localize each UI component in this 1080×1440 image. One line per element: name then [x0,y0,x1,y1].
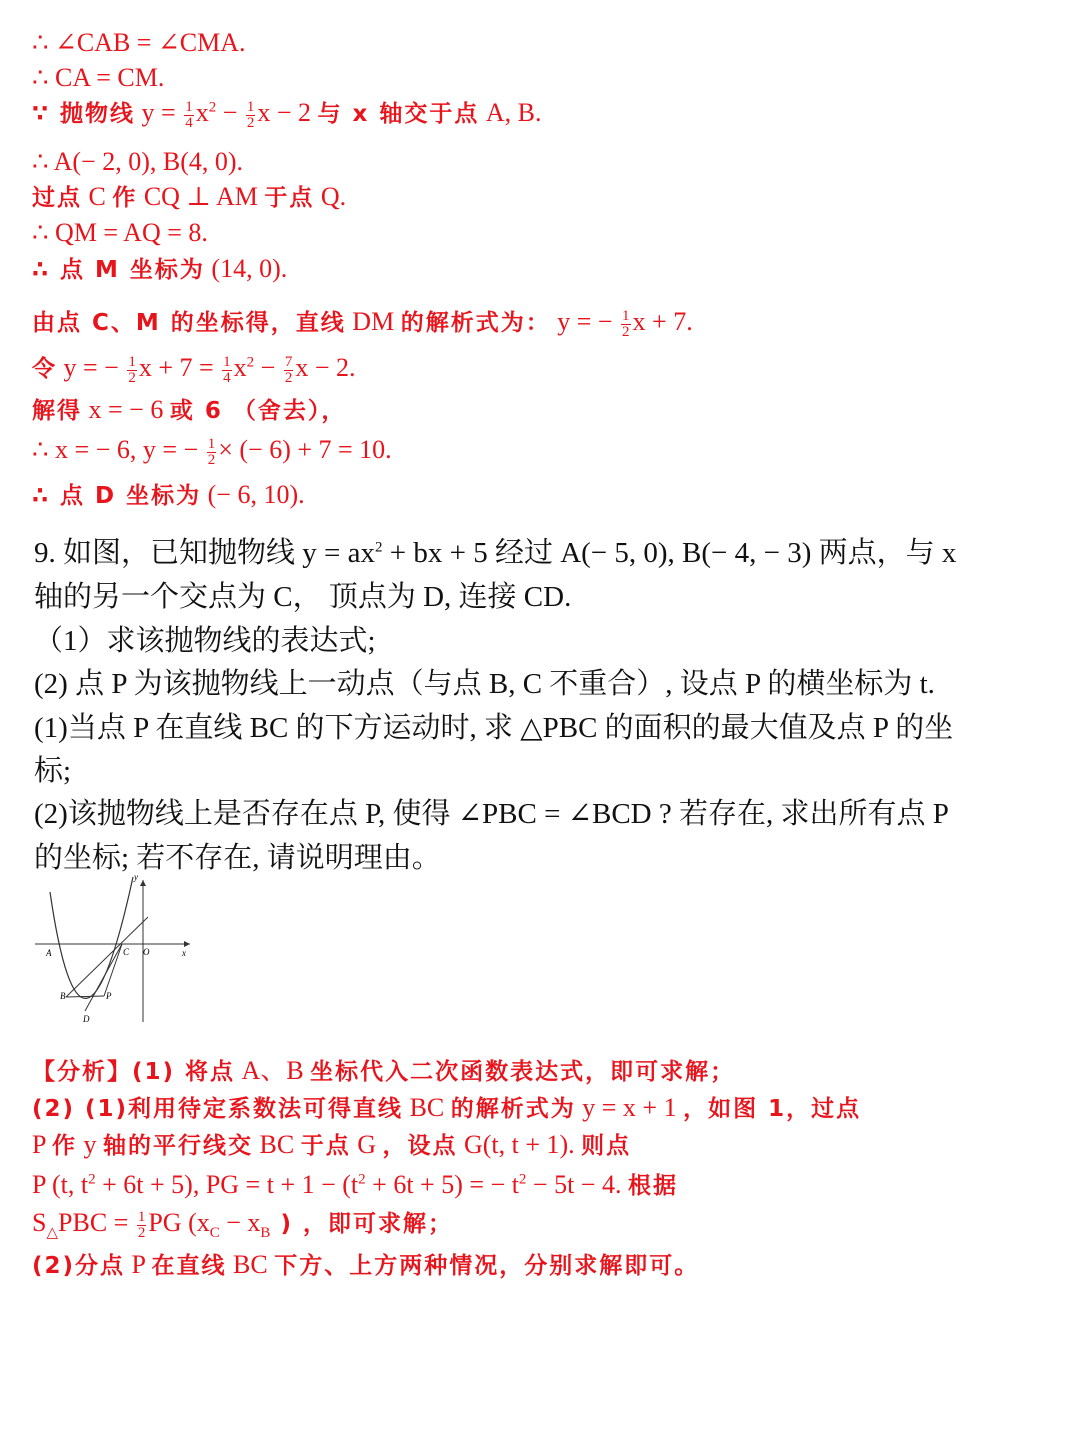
analysis-line-5: $S_\triangle PBC$ = $\frac{1}{2}$ PG ($x_C - x_B$ ) ，即可求解； [32,1208,453,1242]
solution-line-5: 过点 C 作 CQ ⊥ AM 于点 Q. [32,182,347,211]
solution-line-10: 解得 x = − 6 或 6 （舍去）， [32,395,347,424]
solution-line-8: 由点 C、M 的坐标得，直线 DM 的解析式为： y = − $\frac{1}{2}$ x + 7. [32,307,693,340]
fraction-one-half: $\frac{1}{2}$ [246,98,255,131]
analysis-line-6: (2)分点 P 在直线 BC 下方、上方两种情况，分别求解即可。 [32,1250,700,1279]
label-c: C [123,947,130,957]
solution-line-11: ∴ x = − 6, y = − $\frac{1}{2}$ × (− 6) + 7 = 10. [32,435,392,468]
solution-line-4: ∴ A(− 2, 0), B(4, 0). [32,147,244,176]
analysis-line-4: P (t, $t^2 + 6t + 5$), PG = $t + 1 - (t^2 + 6t + 5)$ = − $t^2 - 5t - 4$. 根据 [32,1170,678,1199]
problem-line-4: (2) 点 P 为该抛物线上一动点（与点 B, C 不重合）, 设点 P 的横坐标为 t. [34,668,935,700]
label-y: y [134,872,138,882]
problem-line-3: （1）求该抛物线的表达式; [34,625,376,657]
problem-line-7: (2)该抛物线上是否存在点 P, 使得 ∠PBC = ∠BCD ? 若存在, 求出所有点 P [34,798,949,830]
solution-line-1: ∴ ∠CAB = ∠CMA. [32,28,246,57]
solution-line-9: 令 y = − $\frac{1}{2}$ x + 7 = $\frac{1}{4}$ $x^2$ − $\frac{7}{2}$ x − 2. [32,353,356,386]
problem-line-2: 轴的另一个交点为 C， 顶点为 D, 连接 CD. [34,581,572,613]
problem-line-6: 标; [34,755,72,787]
label-p: P [106,991,112,1001]
problem-line-1: 9. 如图，已知抛物线 $y = ax^2$ + bx + 5 经过 A(− 5, 0), B(− 4, − 3) 两点，与 x [34,537,957,569]
label-o: O [143,947,150,957]
y-axis-arrow [140,880,146,886]
fraction-one-quarter: $\frac{1}{4}$ [185,98,193,131]
analysis-line-2: (2) (1)利用待定系数法可得直线 BC 的解析式为 y = x + 1 ，如图 1，过点 [32,1093,862,1122]
label-a: A [46,948,52,958]
label-b: B [60,991,66,1001]
label-d: D [83,1014,90,1024]
x-axis-arrow [184,941,190,947]
analysis-line-3: P 作 y 轴的平行线交 BC 于点 G ，设点 G(t, t + 1). 则点 [32,1130,632,1159]
solution-line-7: ∴ 点 M 坐标为 (14, 0). [32,254,288,283]
label-x: x [182,948,186,958]
segment-dc [85,944,122,1011]
solution-line-2: ∴ CA = CM. [32,63,165,92]
solution-line-6: ∴ QM = AQ = 8. [32,218,208,247]
solution-line-3: ∵ 抛物线 y = $\frac{1}{4}$ $x^2$ − $\frac{1}{2}$ x − 2 与 x 轴交于点 A, B. [32,98,542,131]
problem-line-8: 的坐标; 若不存在, 请说明理由。 [34,842,441,874]
parabola-curve [50,877,133,998]
analysis-line-1: 【分析】(1) 将点 A、B 坐标代入二次函数表达式，即可求解； [32,1056,736,1085]
solution-line-12: ∴ 点 D 坐标为 (− 6, 10). [32,480,305,509]
line-bc [66,917,148,997]
segment-bp [66,996,104,997]
parabola-figure [30,872,200,1032]
problem-line-5: (1)当点 P 在直线 BC 的下方运动时, 求 △PBC 的面积的最大值及点 P 的坐 [34,712,954,744]
